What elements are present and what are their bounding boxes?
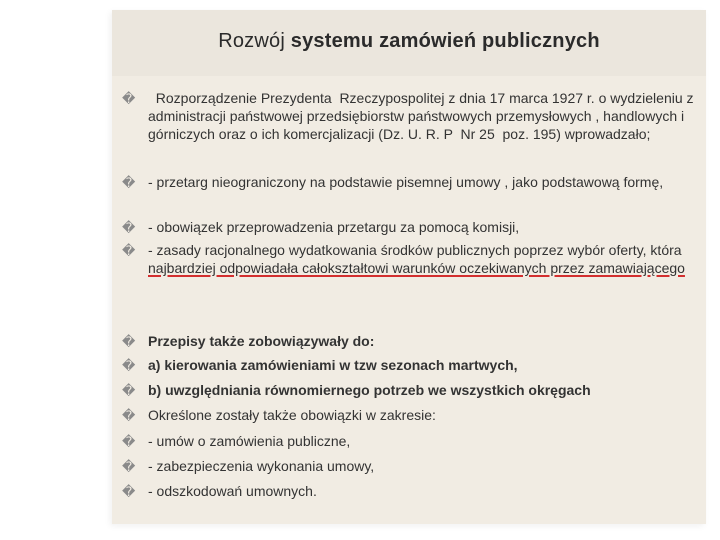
list-item	[122, 356, 697, 375]
list-item-text: - przetarg nieograniczony na podstawie pisemnej umowy , jako podstawową formę,	[148, 174, 664, 190]
slide-title	[112, 30, 706, 53]
list-item-text	[148, 241, 697, 277]
bullet-icon: �	[122, 459, 136, 474]
list-item-text: - umów o zamówienia publiczne,	[148, 433, 351, 449]
list-item	[122, 241, 697, 277]
bullet-icon: �	[122, 484, 136, 499]
list-item-text-plain: - zasady racjonalnego wydatkowania środków publicznych poprzez wybór oferty, która	[148, 242, 682, 258]
list-item-text: - obowiązek przeprowadzenia przetargu za pomocą komisji,	[148, 219, 520, 235]
list-item	[122, 406, 697, 425]
list-item-text: Przepisy także zobowiązywały do:	[148, 333, 375, 349]
list-item	[122, 457, 697, 476]
list-item-text: - odszkodowań umownych.	[148, 483, 317, 499]
list-item	[122, 432, 697, 451]
list-item-text: b) uwzględniania równomiernego potrzeb we wszystkich okręgach	[148, 382, 591, 398]
bullet-icon: �	[122, 220, 136, 235]
bullet-icon: �	[122, 334, 136, 349]
bullet-icon: �	[122, 383, 136, 398]
list-item	[122, 89, 697, 143]
bullet-icon: �	[122, 243, 136, 258]
list-item-text: Rozporządzenie Prezydenta Rzeczypospolitej z dnia 17 marca 1927 r. o wydzieleniu z administracji państwowej przedsiębiorstw państwowych przemysłowych , handlowych i górniczych oraz o ich komercjalizacji (Dz. U. R. P Nr 25 poz. 195) wprowadzało;	[148, 90, 698, 142]
slide-title-part2: systemu zamówień publicznych	[290, 30, 600, 52]
list-item-text: Określone zostały także obowiązki w zakresie:	[148, 407, 436, 423]
bullet-icon: �	[122, 408, 136, 423]
list-item	[122, 482, 697, 501]
list-item-text: - zabezpieczenia wykonania umowy,	[148, 458, 375, 474]
list-item-text: a) kierowania zamówieniami w tzw sezonach martwych,	[148, 357, 518, 373]
list-item	[122, 218, 697, 237]
bullet-icon: �	[122, 175, 136, 190]
list-item	[122, 332, 697, 351]
bullet-icon: �	[122, 91, 136, 106]
bullet-icon: �	[122, 434, 136, 449]
list-item	[122, 173, 697, 192]
bullet-icon: �	[122, 358, 136, 373]
underlined-phrase: najbardziej odpowiadała całokształtowi warunków oczekiwanych przez zamawiającego	[148, 260, 685, 276]
list-item	[122, 381, 697, 400]
slide-title-part1: Rozwój	[218, 30, 291, 52]
